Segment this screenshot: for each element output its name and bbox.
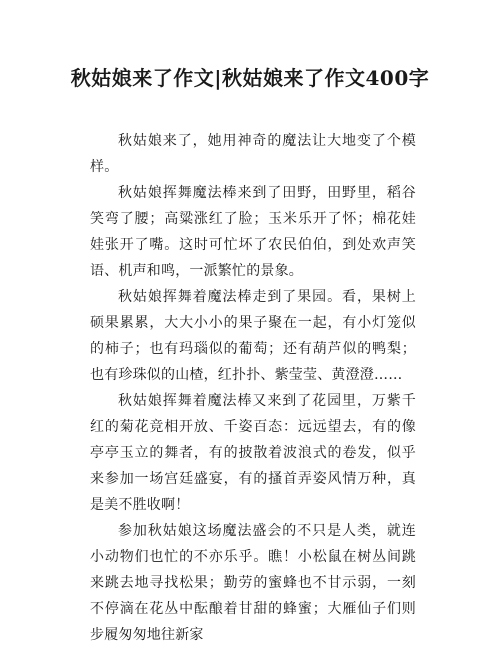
paragraph-animals: 参加秋姑娘这场魔法盛会的不只是人类，就连小动物们也忙的不亦乐乎。瞧！小松鼠在树丛间跳来跳去地寻找松果；勤劳的蜜蜂也不甘示弱，一刻不停滴在花丛中酝酿着甘甜的蜂蜜；大雁仙子们则步履匆匆地往新家 [90, 523, 416, 643]
paragraph-garden: 秋姑娘挥舞着魔法棒又来到了花园里，万紫千红的菊花竞相开放、千姿百态：远远望去，有的像亭亭玉立的舞者，有的披散着波浪式的卷发，似乎来参加一场宫廷盛宴，有的搔首弄姿风情万种，真是美不胜收啊！ [90, 393, 416, 513]
document-title: 秋姑娘来了作文|秋姑娘来了作文400字 [70, 66, 430, 90]
paragraph-fields: 秋姑娘挥舞魔法棒来到了田野，田野里，稻谷笑弯了腰；高粱涨红了脸；玉米乐开了怀；棉花娃娃张开了嘴。这时可忙坏了农民伯伯，到处欢声笑语、机声和鸣，一派繁忙的景象。 [90, 185, 416, 279]
paragraph-orchard: 秋姑娘挥舞着魔法棒走到了果园。看，果树上硕果累累，大大小小的果子聚在一起，有小灯笼似的柿子；也有玛瑙似的葡萄；还有葫芦似的鸭梨；也有珍珠似的山楂，红扑扑、紫莹莹、黄澄澄…… [90, 289, 416, 383]
document-body [90, 128, 416, 648]
paragraph-intro: 秋姑娘来了，她用神奇的魔法让大地变了个模样。 [90, 133, 416, 175]
